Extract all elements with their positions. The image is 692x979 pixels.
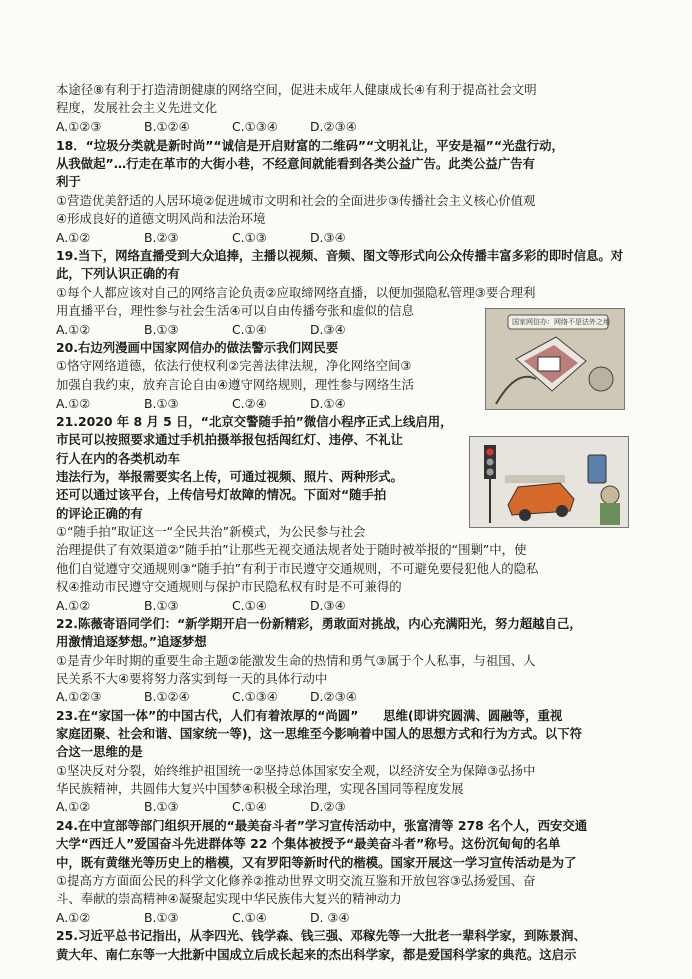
question-text: 黄大年、南仁东等一大批新中国成立后成长起来的杰出科学家，都是爱国科学家的典范。这启示 [56,947,577,962]
choice-text: 治理提供了有效渠道②“随手拍”让那些无视交通法规者处于随时被举报的“围剿”中，使 [56,542,527,557]
choice-text: 用直播平台，理性参与社会生活④可以自由传播夸张和虚似的信息 [56,303,415,318]
option: A.①② [56,396,91,411]
choice-text: 程度，发展社会主义先进文化 [56,100,218,115]
option: C.①④ [232,322,267,337]
choice-text: ④形成良好的道德文明风尚和法治环境 [56,211,266,226]
choice-text: ①每个人都应该对自己的网络言论负责②应取缔网络直播，以便加强隐私管理③要合理利 [56,285,536,300]
choice-text: ①“随手拍”取证这一“全民共治”新模式，为公民参与社会 [56,524,366,539]
option: B.②③ [144,230,179,245]
option: D.②③④ [310,119,357,134]
question-text: 违法行为，举报需要实名上传，可通过视频、照片、两种形式。 [56,469,403,484]
choice-text: 华民族精神，共圆伟大复兴中国梦④积极全球治理，实现各国同等程度发展 [56,781,464,796]
option: C.①③ [232,230,267,245]
option: A.①② [56,322,91,337]
option: A.①② [56,230,91,245]
option: C.②④ [232,396,267,411]
option: C.①③④ [232,119,278,134]
cartoon-image [485,308,625,410]
question-text: 利于 [56,174,81,189]
cartoon-banner-text: 国家网信办：网络不是法外之地 [512,318,610,326]
choice-text: 民关系不大④要将努力落实到每一天的具体行动中 [56,671,328,686]
option: D.①④ [310,396,346,411]
question-text: 用激情追逐梦想。”追逐梦想 [56,634,207,649]
question-text: 还可以通过该平台，上传信号灯故障的情况。下面对“随手拍 [56,487,387,502]
option: D.③④ [310,598,346,613]
option: D.③④ [310,322,346,337]
question-text: 22.陈薇寄语同学们：“新学期开启一份新精彩，勇敢面对挑战，内心充满阳光，努力超越自己， [56,616,582,631]
option: C.①③④ [232,689,278,704]
question-text: 家庭团聚、社会和谐、国家统一等)，这一思维至今影响着中国人的思想方式和行为方式。以下符 [56,726,583,741]
option: B.①③ [144,322,179,337]
option: B.①③ [144,799,179,814]
option: C.①④ [232,910,267,925]
traffic-photo-image [469,436,629,528]
choice-text: 他们自觉遵守交通规则③“随手拍”有利于市民遵守交通规则，不可避免要侵犯他人的隐私 [56,561,539,576]
choice-text: 权④推动市民遵守交通规则与保护市民隐私权有时是不可兼得的 [56,579,402,594]
question-text: 23.在“家国一体”的中国古代，人们有着浓厚的“尚圆” 思维(即讲究圆满、圆融等，重视 [56,708,563,723]
option: D.③④ [310,230,346,245]
option: A.①②③ [56,689,102,704]
choice-text: ①坚决反对分裂，始终维护祖国统一②坚持总体国家安全观，以经济安全为保障③弘扬中 [56,763,536,778]
traffic-drawing [470,437,628,527]
option: A.①② [56,910,91,925]
question-text: 从我做起”…行走在革市的大街小巷，不经意间就能看到各类公益广告。此类公益广告有 [56,156,535,171]
option: B.①③ [144,396,179,411]
choice-text: 本途径⑧有利于打造清朗健康的网络空间，促进未成年人健康成长④有利于提高社会文明 [56,82,537,97]
question-text: 20.右边列漫画中国家网信办的做法警示我们网民要 [56,340,339,355]
question-text: 行人在内的各类机动车 [56,451,180,466]
option: B.①②④ [144,119,190,134]
option: C.①④ [232,799,267,814]
option: C.①④ [232,598,267,613]
option: A.①② [56,598,91,613]
option: B.①③ [144,598,179,613]
question-text: 合这一思维的是 [56,744,143,759]
question-text: 24.在中宣部等部门组织开展的“最美奋斗者”学习宣传活动中，张富清等 278 名个人，西安交通 [56,818,588,833]
option: D.②③④ [310,689,357,704]
option: A.①② [56,799,91,814]
question-text: 大学“西迁人”爱国奋斗先进群体等 22 个集体被授予“最美奋斗者”称号。这份沉甸甸的名单 [56,836,561,851]
choice-text: ①恪守网络道德，依法行使权利②完善法律法规，净化网络空间③ [56,358,412,373]
option: B.①②④ [144,689,190,704]
choice-text: 加强自我约束，放弃言论自由④遵守网络规则，理性参与网络生活 [56,377,415,392]
option: B.①③ [144,910,179,925]
question-text: 19.当下，网络直播受到大众追捧，主播以视频、音频、图文等形式向公众传播丰富多彩的即时信息。对此，下列认识正确的有 [56,248,624,281]
choice-text: ①提高方方面面公民的科学文化修养②推动世界文明交流互鉴和开放包容③弘扬爱国、奋 [56,873,536,888]
question-text: 18．“垃圾分类就是新时尚”“诚信是开启财富的二维码”“文明礼让，平安是福”“光盘行动， [56,138,564,153]
choice-text: ①营造优美舒适的人居环境②促进城市文明和社会的全面进步③传播社会主义核心价值观 [56,193,536,208]
question-text: 中，既有黄继光等历史上的楷模，又有罗阳等新时代的楷模。国家开展这一学习宣传活动是为了 [56,855,577,870]
option: A.①②③ [56,119,102,134]
question-text: 25.习近平总书记指出，从李四光、钱学森、钱三强、邓稼先等一大批老一辈科学家，到陈景润、 [56,928,586,943]
question-text: 21.2020 年 8 月 5 日，“北京交警随手拍”微信小程序正式上线启用， [56,414,453,429]
question-text: 的评论正确的有 [56,506,143,521]
question-text: 市民可以按照要求通过手机拍摄举报包括闯红灯、违停、不礼让 [56,432,403,447]
choice-text: 斗、奉献的崇高精神④凝聚起实现中华民族伟大复兴的精神动力 [56,891,402,906]
choice-text: ①是青少年时期的重要生命主题②能激发生命的热情和勇气③属于个人私事，与祖国、人 [56,653,536,668]
option: D. ③④ [310,910,350,925]
option: D.②③ [310,799,346,814]
